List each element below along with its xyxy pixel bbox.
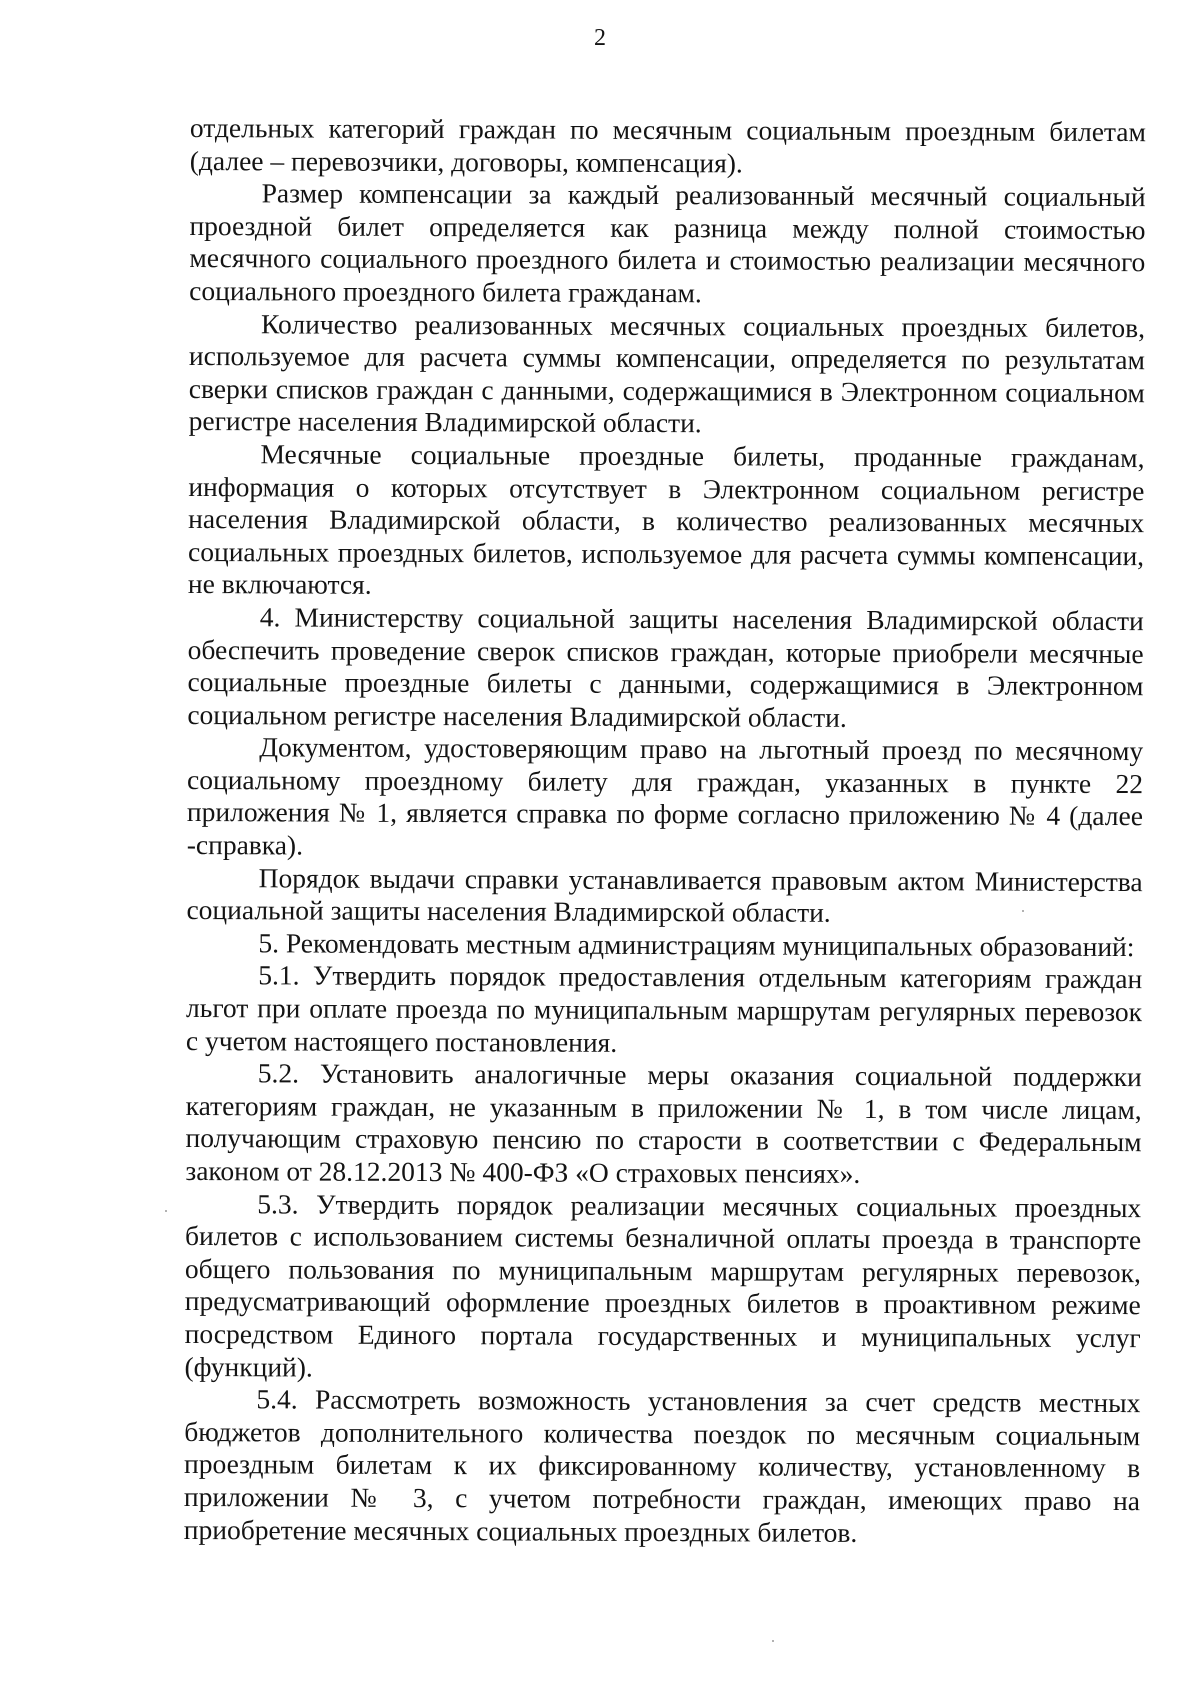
paragraph-item-5-2: 5.2. Установить аналогичные меры оказания социальной поддержки категориям граждан, не указанным в приложении № 1, в том числе лицам, получающим страховую пенсию по старости в соответствии с Федеральным законом от 28.12.2013 № 400-ФЗ «О страховых пенсиях». xyxy=(185,1057,1142,1189)
paragraph-certificate-document: Документом, удостоверяющим право на льготный проезд по месячному социальному проездному билету для граждан, указанных в пункте 22 приложения № 1, является справка по форме согласно приложению № 4 (далее -справка). xyxy=(186,731,1144,861)
paragraph-compensation-amount: Размер компенсации за каждый реализованный месячный социальный проездной билет определяется как разница между полной стоимостью месячного социального проездного билета и стоимостью реализации месячного социального проездного билета гражданам. xyxy=(189,177,1146,309)
paragraph-ticket-count: Количество реализованных месячных социальных проездных билетов, используемое для расчета суммы компенсации, определяется по результатам сверки списков граждан с данными, содержащимися в Электронном социальном регистре населения Владимирской области. xyxy=(188,307,1146,439)
paragraph-item-5-3: 5.3. Утвердить порядок реализации месячных социальных проездных билетов с использованием системы безналичной оплаты проезда в транспорте общего пользования по муниципальным маршрутам регулярных перевозок, предусматривающий оформление проездных билетов в проактивном режиме посредством Единого портала государственных и муниципальных услуг (функций). xyxy=(184,1187,1142,1383)
scan-speck xyxy=(165,1210,167,1212)
paragraph-item-5-4: 5.4. Рассмотреть возможность установления за счет средств местных бюджетов дополнительного количества поездок по месячным социальным проездным билетам к их фиксированному количеству, установленному в приложении № 3, с учетом потребности граждан, имеющих право на приобретение месячных социальных проездных билетов. xyxy=(183,1383,1141,1548)
paragraph-certificate-procedure: Порядок выдачи справки устанавливается правовым актом Министерства социальной защиты населения Владимирской области. xyxy=(186,861,1143,929)
document-body xyxy=(184,112,1146,1550)
paragraph-excluded-tickets: Месячные социальные проездные билеты, проданные гражданам, информация о которых отсутствует в Электронном социальном регистре населения Владимирской области, в количество реализованных месячных социальных проездных билетов, используемое для расчета суммы компенсации, не включаются. xyxy=(187,438,1145,601)
paragraph-item-5: 5. Рекомендовать местным администрациям муниципальных образований: xyxy=(258,927,1135,962)
paragraph-continuation: отдельных категорий граждан по месячным социальным проездным билетам (далее – перевозчики, договоры, компенсация). xyxy=(189,112,1146,179)
scan-speck xyxy=(1022,910,1024,912)
paragraph-item-5-1: 5.1. Утвердить порядок предоставления отдельным категориям граждан льгот при оплате проезда по муниципальным маршрутам регулярных перевозок с учетом настоящего постановления. xyxy=(185,959,1143,1058)
page-number: 2 xyxy=(594,25,606,51)
scan-speck xyxy=(772,1640,774,1642)
paragraph-item-4: 4. Министерству социальной защиты населения Владимирской области обеспечить проведение сверок списков граждан, которые приобрели месячные социальные проездные билеты с данными, содержащимися в Электронном социальном регистре населения Владимирской области. xyxy=(187,601,1144,733)
